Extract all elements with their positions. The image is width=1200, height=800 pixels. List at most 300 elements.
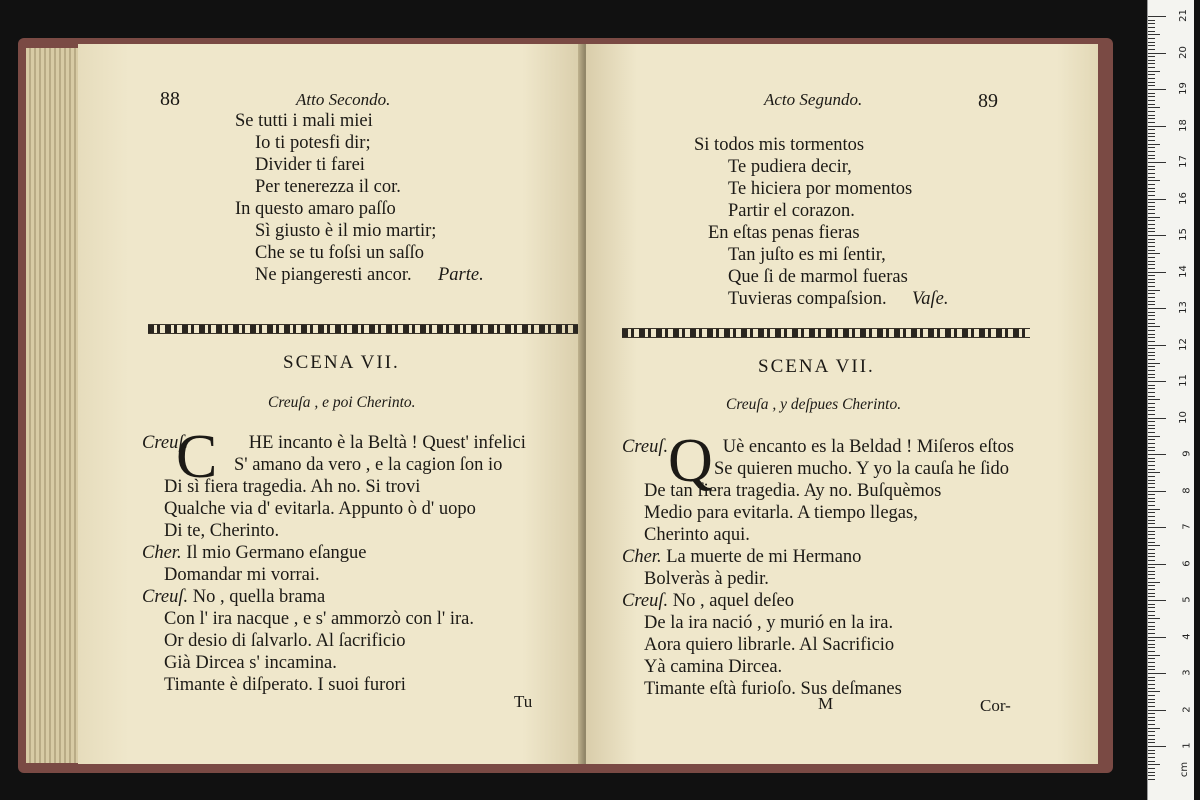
ruler-number: 1: [1181, 742, 1193, 749]
ruler-tick: [1148, 126, 1166, 127]
ruler-tick: [1148, 447, 1155, 448]
ruler-tick: [1148, 549, 1155, 550]
ruler-tick: [1148, 199, 1166, 200]
line-text: No , quella brama: [192, 587, 326, 607]
ruler-tick: [1148, 604, 1155, 605]
ruler-tick: [1148, 177, 1155, 178]
dialogue-line: Timante è diſperato. I suoi furori: [164, 675, 406, 695]
ruler-tick: [1148, 67, 1155, 68]
ruler-tick: [1148, 374, 1155, 375]
ruler-tick: [1148, 202, 1155, 203]
ruler-tick: [1148, 600, 1166, 601]
ruler-tick: [1148, 85, 1155, 86]
ruler-tick: [1148, 688, 1155, 689]
ruler-tick: [1148, 231, 1155, 232]
speaker: Cher.: [622, 547, 662, 567]
ruler-tick: [1148, 607, 1155, 608]
ruler-tick: [1148, 615, 1155, 616]
speaker: Creuſ.: [142, 587, 189, 607]
ruler-tick: [1148, 107, 1160, 108]
ruler-tick: [1148, 410, 1155, 411]
speaker: Creuſ.: [622, 591, 669, 611]
ruler-tick: [1148, 739, 1155, 740]
ruler-tick: [1148, 250, 1155, 251]
ruler-tick: [1148, 96, 1155, 97]
ruler-tick: [1148, 308, 1166, 309]
ruler-tick: [1148, 352, 1155, 353]
ruler-tick: [1148, 480, 1155, 481]
verse-line: Si todos mis tormentos: [694, 135, 865, 155]
verse-line: Te hiciera por momentos: [728, 179, 913, 199]
dialogue-line: Yà camina Dircea.: [644, 657, 783, 677]
stage-direction-exit: Vaſe.: [912, 289, 949, 309]
verse-line: Che se tu foſsi un saſſo: [255, 243, 425, 263]
right-characters: Creuſa , y deſpues Cherinto.: [726, 396, 902, 413]
ruler-tick: [1148, 658, 1155, 659]
ruler-tick: [1148, 494, 1155, 495]
ruler-tick: [1148, 151, 1155, 152]
line-text: No , aquel deſeo: [672, 591, 794, 611]
verse-line: Per tenerezza il cor.: [255, 177, 401, 197]
line-text: Uè encanto es la Beldad ! Miſeros eſtos: [722, 437, 1015, 457]
ruler-tick: [1148, 348, 1155, 349]
ruler-tick: [1148, 720, 1155, 721]
ruler-tick: [1148, 246, 1155, 247]
ruler-tick: [1148, 100, 1155, 101]
ruler-tick: [1148, 239, 1155, 240]
ruler-tick: [1148, 717, 1155, 718]
ruler-tick: [1148, 272, 1166, 273]
ruler-tick: [1148, 491, 1166, 492]
ruler-tick: [1148, 206, 1155, 207]
left-page-number: 88: [160, 88, 180, 110]
dialogue-line: De tan fiera tragedia. Ay no. Buſquèmos: [644, 481, 942, 501]
ruler-tick: [1148, 264, 1155, 265]
ruler-tick: [1148, 516, 1155, 517]
right-scene-title: SCENA VII.: [758, 356, 875, 377]
dialogue-line: Or desio di ſalvarlo. Al ſacrificio: [164, 631, 406, 651]
ruler-tick: [1148, 713, 1155, 714]
ruler-number: 5: [1181, 596, 1193, 603]
ruler-tick: [1148, 275, 1155, 276]
right-page-number: 89: [978, 90, 998, 112]
ruler-tick: [1148, 403, 1155, 404]
dialogue-line: [142, 542, 367, 564]
ruler-tick: [1148, 396, 1155, 397]
ruler-tick: [1148, 629, 1155, 630]
ruler-tick: [1148, 483, 1155, 484]
ruler-tick: [1148, 574, 1155, 575]
speaker: Creuſ.: [142, 433, 189, 453]
ruler-tick: [1148, 450, 1155, 451]
ruler-tick: [1148, 520, 1155, 521]
ruler-tick: [1148, 290, 1160, 291]
ruler-number: 19: [1178, 82, 1190, 95]
ruler-tick: [1148, 772, 1155, 773]
dialogue-line: Di te, Cherinto.: [164, 521, 280, 541]
ruler-tick: [1148, 454, 1166, 455]
left-catchword: Tu: [514, 692, 533, 711]
left-running-head: Atto Secondo.: [296, 90, 391, 109]
ruler-tick: [1148, 501, 1155, 502]
ruler-tick: [1148, 731, 1155, 732]
ruler-tick: [1148, 129, 1155, 130]
ruler-tick: [1148, 662, 1155, 663]
ruler-tick: [1148, 753, 1155, 754]
ruler-tick: [1148, 509, 1160, 510]
right-page: [586, 44, 1098, 764]
ruler-number: 20: [1178, 45, 1190, 59]
ruler-tick: [1148, 377, 1155, 378]
ruler-tick: [1148, 89, 1166, 90]
verse-line: Io ti potesfi dir;: [255, 133, 371, 153]
ruler-tick: [1148, 133, 1155, 134]
ruler-tick: [1148, 702, 1155, 703]
verse-line: En eſtas penas fieras: [708, 223, 860, 243]
ruler-tick: [1148, 78, 1155, 79]
ruler-tick: [1148, 527, 1166, 528]
ornamental-rule: [148, 324, 578, 334]
ruler-tick: [1148, 439, 1155, 440]
ruler-tick: [1148, 224, 1155, 225]
drop-cap: Q: [668, 427, 713, 495]
ruler-tick: [1148, 578, 1155, 579]
ruler-number: 2: [1181, 705, 1193, 713]
measurement-ruler: [1147, 0, 1194, 800]
ruler-tick: [1148, 618, 1160, 619]
ruler-tick: [1148, 706, 1155, 707]
ruler-number: 21: [1178, 9, 1190, 22]
ruler-number: 6: [1181, 559, 1193, 567]
ruler-tick: [1148, 53, 1166, 54]
verse-line: Tan juſto es mi ſentir,: [728, 245, 886, 265]
ruler-tick: [1148, 104, 1155, 105]
ruler-tick: [1148, 23, 1155, 24]
ruler-tick: [1148, 421, 1155, 422]
ruler-tick: [1148, 585, 1155, 586]
verse-line: In questo amaro paſſo: [235, 199, 396, 219]
ruler-tick: [1148, 257, 1155, 258]
ruler-tick: [1148, 498, 1155, 499]
ruler-tick: [1148, 74, 1155, 75]
right-running-head: Acto Segundo.: [764, 90, 863, 109]
ruler-tick: [1148, 436, 1160, 437]
ruler-tick: [1148, 487, 1155, 488]
ruler-tick: [1148, 385, 1155, 386]
dialogue-line: Domandar mi vorrai.: [164, 565, 320, 585]
ruler-number: 13: [1178, 301, 1190, 314]
speaker: Cher.: [142, 543, 182, 563]
ruler-tick: [1148, 282, 1155, 283]
ruler-tick: [1148, 775, 1155, 776]
dialogue-line: S' amano da vero , e la cagion ſon io: [234, 455, 503, 475]
ruler-tick: [1148, 166, 1155, 167]
ruler-tick: [1148, 626, 1155, 627]
ruler-tick: [1148, 366, 1155, 367]
ruler-tick: [1148, 63, 1155, 64]
ruler-tick: [1148, 228, 1155, 229]
ruler-tick: [1148, 392, 1155, 393]
ruler-tick: [1148, 655, 1160, 656]
ruler-tick: [1148, 188, 1155, 189]
ruler-tick: [1148, 381, 1166, 382]
ruler-number: 8: [1181, 486, 1193, 494]
ruler-tick: [1148, 505, 1155, 506]
ruler-tick: [1148, 582, 1160, 583]
ruler-tick: [1148, 42, 1155, 43]
ruler-tick: [1148, 764, 1160, 765]
ruler-tick: [1148, 640, 1155, 641]
ruler-tick: [1148, 779, 1155, 780]
ruler-tick: [1148, 370, 1155, 371]
speaker: Creuſ.: [622, 437, 669, 457]
ruler-tick: [1148, 666, 1155, 667]
ruler-tick: [1148, 724, 1155, 725]
page-edges: [26, 48, 86, 763]
dialogue-line: Di sì fiera tragedia. Ah no. Si trovi: [164, 477, 421, 497]
ruler-tick: [1148, 768, 1155, 769]
ruler-tick: [1148, 93, 1155, 94]
ruler-tick: [1148, 261, 1155, 262]
ruler-tick: [1148, 34, 1160, 35]
ruler-number: 4: [1181, 632, 1193, 640]
verse-line: Que ſi de marmol fueras: [728, 267, 908, 287]
dialogue-line: Qualche via d' evitarla. Appunto ò d' uopo: [164, 499, 476, 519]
ruler-tick: [1148, 268, 1155, 269]
dialogue-line: Con l' ira nacque , e s' ammorzò con l' ira.: [164, 609, 475, 629]
ruler-unit-label: cm: [1178, 761, 1190, 778]
verse-line: Divider ti farei: [255, 155, 365, 175]
ruler-tick: [1148, 140, 1155, 141]
ruler-tick: [1148, 633, 1155, 634]
ruler-tick: [1148, 111, 1155, 112]
line-text: La muerte de mi Hermano: [666, 547, 862, 567]
ruler-number: 12: [1178, 337, 1190, 351]
ruler-tick: [1148, 567, 1155, 568]
ruler-tick: [1148, 359, 1155, 360]
verse-line: Tuvieras compaſsion.: [728, 289, 887, 309]
ruler-tick: [1148, 20, 1155, 21]
ruler-tick: [1148, 323, 1155, 324]
dialogue-line: Medio para evitarla. A tiempo llegas,: [644, 503, 918, 523]
ruler-tick: [1148, 60, 1155, 61]
ruler-tick: [1148, 184, 1155, 185]
ruler-tick: [1148, 761, 1155, 762]
dialogue-line: [622, 436, 1014, 458]
ruler-tick: [1148, 399, 1160, 400]
left-page: [78, 44, 583, 764]
line-text: HE incanto è la Beltà ! Quest' infelici: [248, 433, 526, 453]
ruler-tick: [1148, 469, 1155, 470]
ruler-number: 15: [1178, 228, 1190, 241]
ruler-tick: [1148, 169, 1155, 170]
ruler-tick: [1148, 534, 1155, 535]
ruler-tick: [1148, 191, 1155, 192]
right-catchword: Cor-: [980, 696, 1011, 715]
ruler-tick: [1148, 545, 1160, 546]
verse-line: Te pudiera decir,: [728, 157, 852, 177]
dialogue-line: Timante eſtà furioſo. Sus deſmanes: [644, 679, 902, 699]
ruler-tick: [1148, 56, 1155, 57]
ruler-tick: [1148, 414, 1155, 415]
ruler-tick: [1148, 220, 1155, 221]
ruler-number: 14: [1178, 264, 1190, 278]
ruler-tick: [1148, 553, 1155, 554]
ruler-tick: [1148, 428, 1155, 429]
ruler-tick: [1148, 253, 1160, 254]
ruler-tick: [1148, 684, 1155, 685]
ruler-tick: [1148, 432, 1155, 433]
ruler-tick: [1148, 16, 1166, 17]
dialogue-line: De la ira nació , y murió en la ira.: [644, 613, 894, 633]
verse-line: Sì giusto è il mio martir;: [255, 221, 437, 241]
ruler-tick: [1148, 242, 1155, 243]
ruler-tick: [1148, 735, 1155, 736]
ruler-tick: [1148, 673, 1166, 674]
ruler-tick: [1148, 31, 1155, 32]
ruler-tick: [1148, 162, 1166, 163]
ruler-number: 10: [1178, 410, 1190, 424]
ruler-tick: [1148, 115, 1155, 116]
ruler-tick: [1148, 337, 1155, 338]
ruler-tick: [1148, 571, 1155, 572]
dialogue-line: [142, 432, 526, 454]
ruler-tick: [1148, 49, 1155, 50]
ruler-tick: [1148, 173, 1155, 174]
ruler-tick: [1148, 564, 1166, 565]
ruler-tick: [1148, 334, 1155, 335]
ruler-tick: [1148, 651, 1155, 652]
left-scene-title: SCENA VII.: [283, 352, 400, 373]
ruler-tick: [1148, 147, 1155, 148]
ruler-tick: [1148, 461, 1155, 462]
ruler-tick: [1148, 235, 1166, 236]
drop-cap: C: [176, 423, 218, 491]
ruler-tick: [1148, 669, 1155, 670]
ruler-tick: [1148, 596, 1155, 597]
ruler-tick: [1148, 647, 1155, 648]
ruler-tick: [1148, 589, 1155, 590]
ruler-tick: [1148, 677, 1155, 678]
signature-mark: M: [818, 694, 834, 713]
ruler-tick: [1148, 144, 1160, 145]
dialogue-line: [622, 590, 794, 612]
dialogue-line: Aora quiero librarle. Al Sacrificio: [644, 635, 895, 655]
dialogue-line: Bolveràs à pedir.: [644, 569, 769, 589]
ruler-tick: [1148, 330, 1155, 331]
left-characters: Creuſa , e poi Cherinto.: [268, 394, 416, 411]
ruler-tick: [1148, 71, 1160, 72]
ruler-tick: [1148, 286, 1155, 287]
ruler-tick: [1148, 355, 1155, 356]
ruler-tick: [1148, 644, 1155, 645]
line-text: Il mio Germano eſangue: [186, 543, 367, 563]
ruler-tick: [1148, 345, 1166, 346]
ruler-tick: [1148, 341, 1155, 342]
ruler-tick: [1148, 523, 1155, 524]
ruler-tick: [1148, 407, 1155, 408]
ruler-tick: [1148, 319, 1155, 320]
ruler-tick: [1148, 304, 1155, 305]
ruler-tick: [1148, 611, 1155, 612]
ruler-tick: [1148, 699, 1155, 700]
ruler-tick: [1148, 293, 1155, 294]
ruler-tick: [1148, 691, 1160, 692]
ruler-tick: [1148, 195, 1155, 196]
ruler-number: 7: [1181, 523, 1193, 530]
ruler-tick: [1148, 542, 1155, 543]
ruler-tick: [1148, 180, 1160, 181]
ruler-tick: [1148, 136, 1155, 137]
ruler-tick: [1148, 472, 1160, 473]
ruler-tick: [1148, 637, 1166, 638]
ruler-tick: [1148, 742, 1155, 743]
ruler-tick: [1148, 326, 1160, 327]
ruler-tick: [1148, 757, 1155, 758]
ruler-tick: [1148, 556, 1155, 557]
verse-line: Ne piangeresti ancor.: [255, 265, 412, 285]
dialogue-line: [622, 546, 861, 568]
ruler-tick: [1148, 45, 1155, 46]
verse-line: Se tutti i mali miei: [235, 111, 373, 131]
ruler-number: 3: [1181, 669, 1193, 676]
ruler-tick: [1148, 512, 1155, 513]
ruler-tick: [1148, 155, 1155, 156]
ruler-tick: [1148, 560, 1155, 561]
ruler-number: 18: [1178, 118, 1190, 132]
ruler-tick: [1148, 209, 1155, 210]
ruler-tick: [1148, 213, 1155, 214]
dialogue-line: Già Dircea s' incamina.: [164, 653, 337, 673]
ruler-tick: [1148, 425, 1155, 426]
ruler-tick: [1148, 315, 1155, 316]
ruler-tick: [1148, 301, 1155, 302]
dialogue-line: Cherinto aqui.: [644, 525, 750, 545]
ruler-number: 17: [1178, 155, 1190, 168]
ruler-tick: [1148, 593, 1155, 594]
ruler-tick: [1148, 458, 1155, 459]
ruler-tick: [1148, 728, 1160, 729]
verse-line: Partir el corazon.: [728, 201, 855, 221]
ruler-tick: [1148, 465, 1155, 466]
ruler-tick: [1148, 38, 1155, 39]
ruler-tick: [1148, 279, 1155, 280]
ruler-tick: [1148, 538, 1155, 539]
ruler-tick: [1148, 695, 1155, 696]
ruler-tick: [1148, 443, 1155, 444]
ruler-tick: [1148, 680, 1155, 681]
ruler-tick: [1148, 746, 1166, 747]
ruler-tick: [1148, 297, 1155, 298]
ruler-tick: [1148, 418, 1166, 419]
ruler-tick: [1148, 388, 1155, 389]
ruler-tick: [1148, 531, 1155, 532]
ornamental-rule: [622, 328, 1030, 338]
ruler-number: 9: [1181, 450, 1193, 457]
ruler-tick: [1148, 476, 1155, 477]
ruler-tick: [1148, 122, 1155, 123]
stage-direction-exit: Parte.: [438, 265, 484, 285]
ruler-tick: [1148, 158, 1155, 159]
ruler-tick: [1148, 750, 1155, 751]
ruler-tick: [1148, 82, 1155, 83]
ruler-number: 16: [1178, 191, 1190, 205]
ruler-tick: [1148, 710, 1166, 711]
dialogue-line: Se quieren mucho. Y yo la cauſa he ſido: [714, 459, 1010, 479]
ruler-tick: [1148, 363, 1160, 364]
ruler-tick: [1148, 118, 1155, 119]
ruler-tick: [1148, 27, 1155, 28]
